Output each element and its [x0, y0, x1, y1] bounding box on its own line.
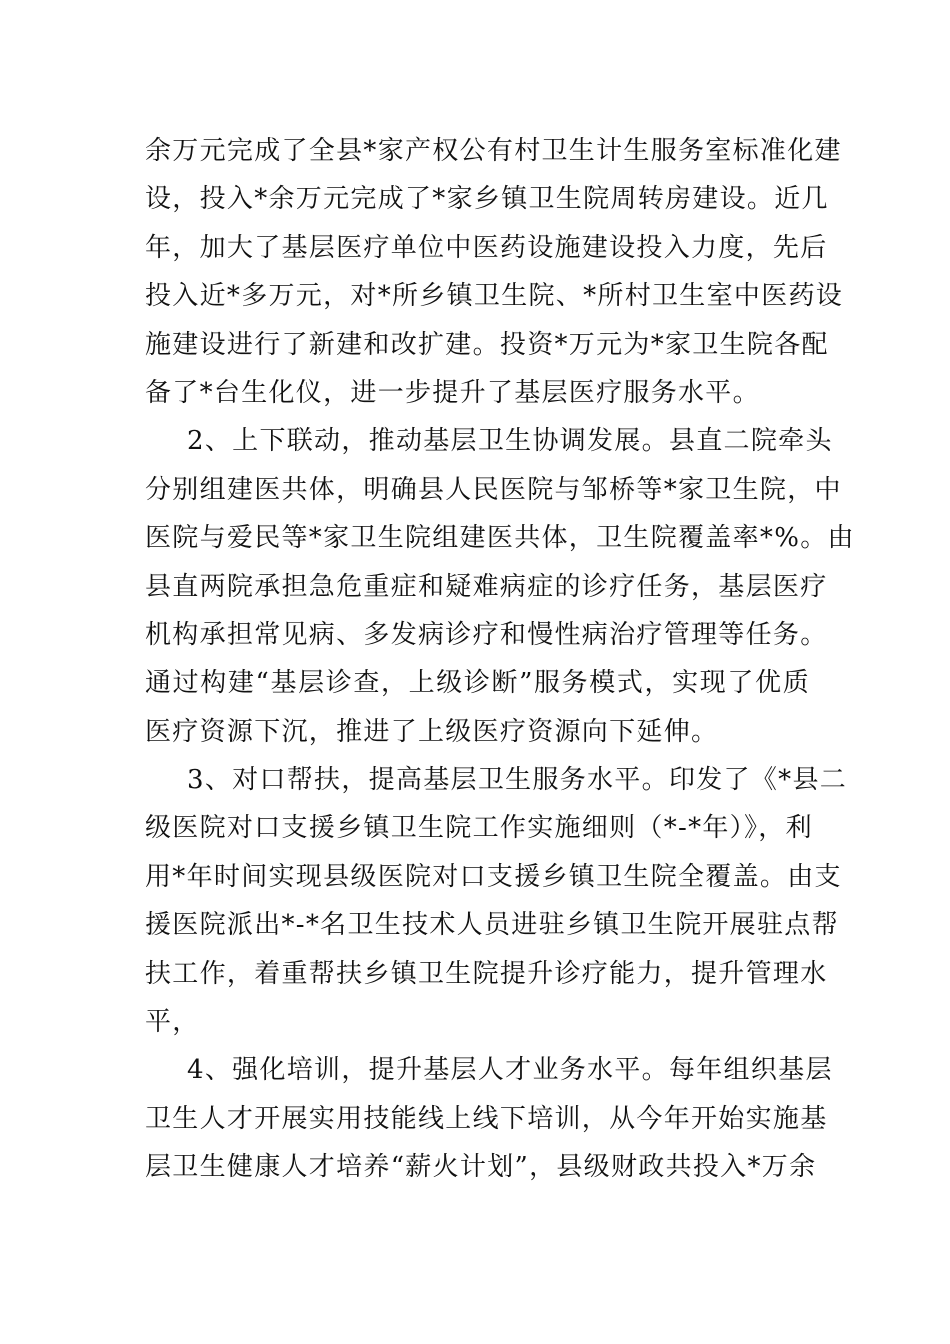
- text-line: 援医院派出*-*名卫生技术人员进驻乡镇卫生院开展驻点帮: [145, 910, 839, 941]
- text-line: 卫生人才开展实用技能线上线下培训，从今年开始实施基: [145, 1103, 828, 1134]
- text-line: 2、上下联动，推动基层卫生协调发展。县直二院牵头: [187, 426, 833, 457]
- text-line: 备了*台生化仪，进一步提升了基层医疗服务水平。: [145, 377, 760, 408]
- paragraph-3: [145, 756, 848, 1046]
- text-line: 扶工作，着重帮扶乡镇卫生院提升诊疗能力，提升管理水: [145, 958, 828, 989]
- text-line: 医院与爱民等*家卫生院组建医共体，卫生院覆盖率*%。由: [145, 523, 855, 554]
- text-line: 用*年时间实现县级医院对口支援乡镇卫生院全覆盖。由支: [145, 861, 842, 892]
- text-line: 年，加大了基层医疗单位中医药设施建设投入力度，先后: [145, 232, 828, 263]
- paragraph-1: [145, 127, 844, 417]
- text-line: 层卫生健康人才培养“薪火计划”，县级财政共投入*万余: [145, 1152, 817, 1183]
- text-line: 施建设进行了新建和改扩建。投资*万元为*家卫生院各配: [145, 329, 829, 360]
- paragraph-2: [145, 417, 855, 756]
- text-line: 县直两院承担急危重症和疑难病症的诊疗任务，基层医疗: [145, 571, 828, 602]
- document-body: [145, 127, 855, 1192]
- text-line: 医疗资源下沉，推进了上级医疗资源向下延伸。: [145, 716, 719, 747]
- text-line: 机构承担常见病、多发病诊疗和慢性病治疗管理等任务。: [145, 619, 828, 650]
- text-line: 级医院对口支援乡镇卫生院工作实施细则（*-*年）》，利: [145, 813, 813, 844]
- paragraph-4: [145, 1046, 833, 1191]
- text-line: 平，: [145, 1007, 200, 1038]
- text-line: 余万元完成了全县*家产权公有村卫生计生服务室标准化建: [145, 136, 842, 166]
- text-line: 4、强化培训，提升基层人才业务水平。每年组织基层: [187, 1055, 833, 1086]
- text-line: 设，投入*余万元完成了*家乡镇卫生院周转房建设。近几: [145, 184, 829, 215]
- text-line: 3、对口帮扶，提高基层卫生服务水平。印发了《*县二: [187, 765, 848, 796]
- text-line: 通过构建“基层诊查，上级诊断”服务模式，实现了优质: [145, 668, 810, 699]
- text-line: 分别组建医共体，明确县人民医院与邹桥等*家卫生院，中: [145, 474, 842, 505]
- text-line: 投入近*多万元，对*所乡镇卫生院、*所村卫生室中医药设: [145, 281, 844, 312]
